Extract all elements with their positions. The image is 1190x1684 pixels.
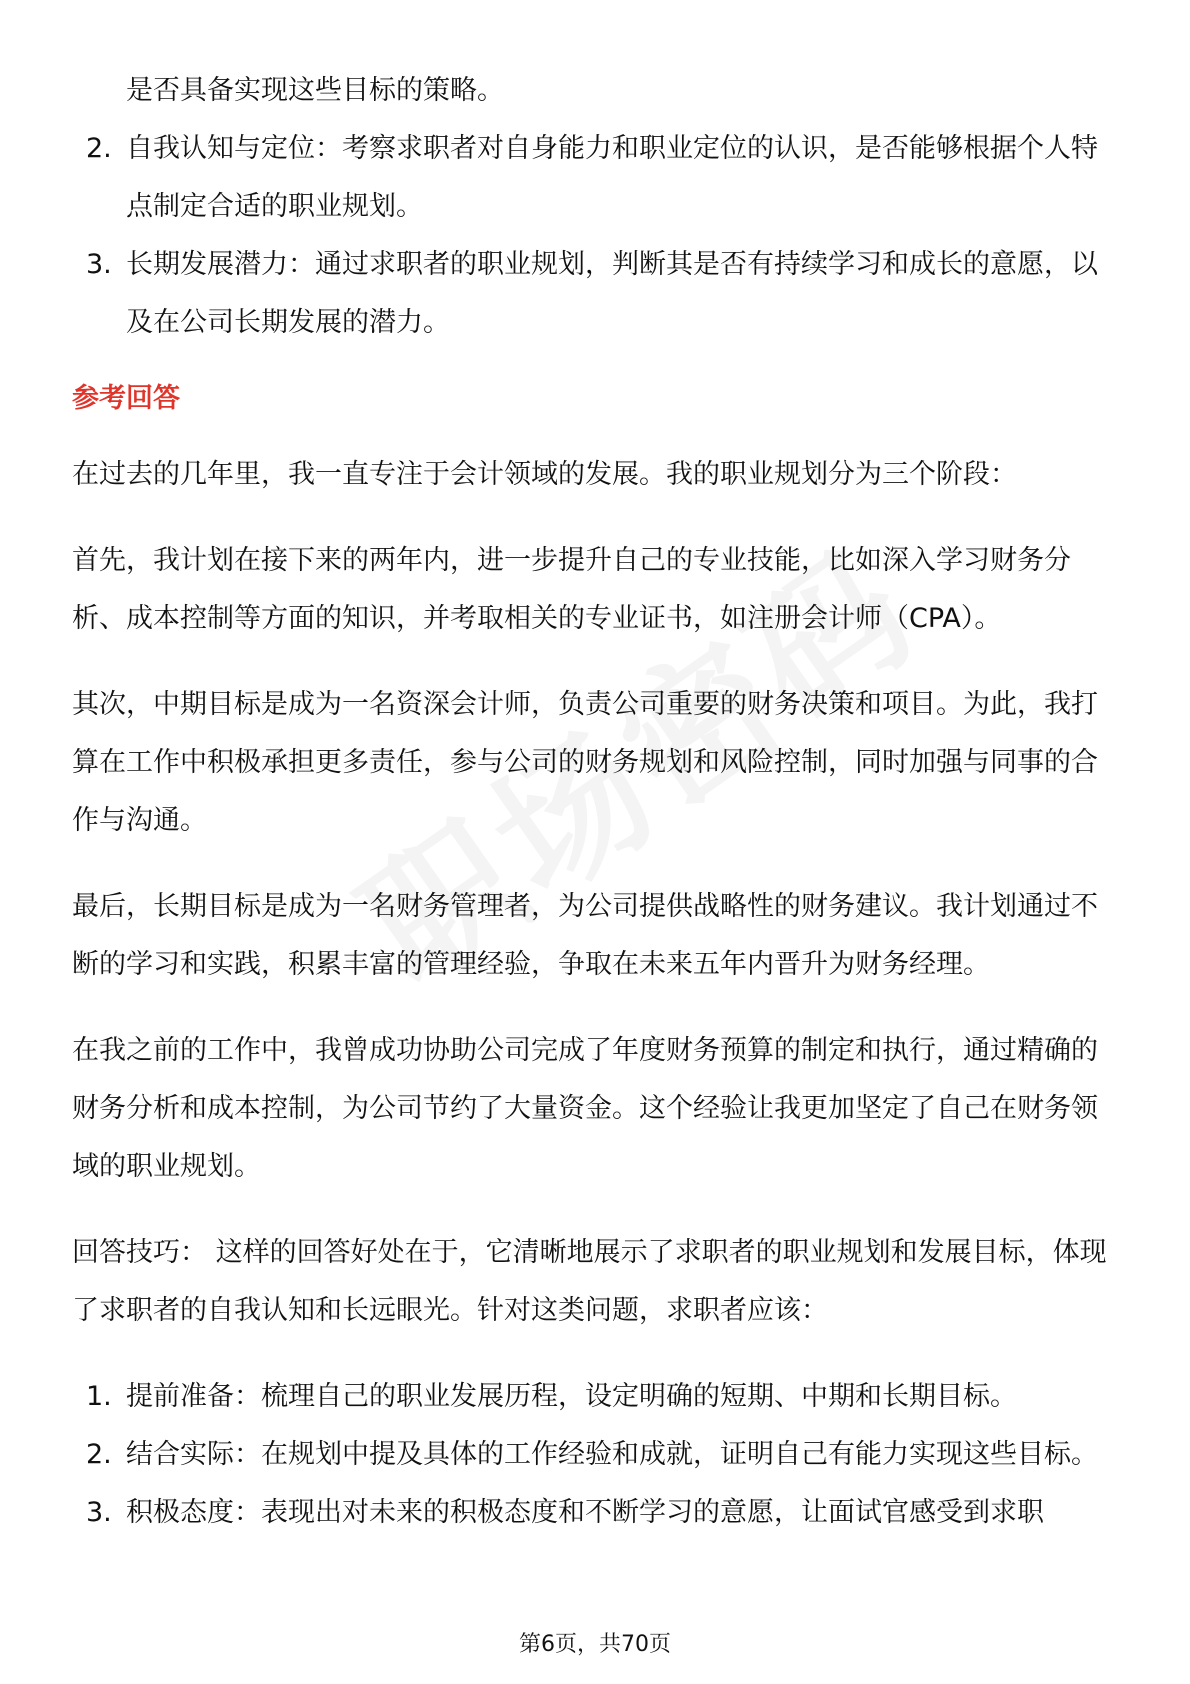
answer-paragraph: 其次，中期目标是成为一名资深会计师，负责公司重要的财务决策和项目。为此，我打算在工作中积极承担更多责任，参与公司的财务规划和风险控制，同时加强与同事的合作与沟通。 [72, 689, 1098, 836]
answer-paragraph: 首先，我计划在接下来的两年内，进一步提升自己的专业技能，比如深入学习财务分析、成本控制等方面的知识，并考取相关的专业证书，如注册会计师（CPA）。 [72, 545, 1071, 634]
list-item-number: 1. [86, 1381, 112, 1412]
tips-intro-paragraph: 回答技巧： 这样的回答好处在于，它清晰地展示了求职者的职业规划和发展目标，体现了求职者的自我认知和长远眼光。针对这类问题，求职者应该： [72, 1237, 1107, 1326]
section-heading: 参考回答 [72, 383, 180, 414]
list-item [72, 1484, 1122, 1542]
list-item [72, 120, 1122, 236]
answer-paragraph: 最后，长期目标是成为一名财务管理者，为公司提供战略性的财务建议。我计划通过不断的学习和实践，积累丰富的管理经验，争取在未来五年内晋升为财务经理。 [72, 891, 1098, 980]
page-content [72, 62, 1122, 1542]
answer-paragraph: 在过去的几年里，我一直专注于会计领域的发展。我的职业规划分为三个阶段： [72, 459, 1017, 490]
list-item-text: 积极态度：表现出对未来的积极态度和不断学习的意愿，让面试官感受到求职 [126, 1497, 1044, 1528]
list-item-number: 2. [86, 1439, 112, 1470]
criteria-list [72, 120, 1122, 352]
answer-paragraph: 在我之前的工作中，我曾成功协助公司完成了年度财务预算的制定和执行，通过精确的财务分析和成本控制，为公司节约了大量资金。这个经验让我更加坚定了自己在财务领域的职业规划。 [72, 1035, 1098, 1182]
list-item-number: 3. [86, 249, 112, 280]
list-item [72, 1426, 1122, 1484]
list-continuation-text: 是否具备实现这些目标的策略。 [126, 75, 504, 106]
list-item [72, 1368, 1122, 1426]
list-item-number: 2. [86, 133, 112, 164]
list-item-text: 自我认知与定位：考察求职者对自身能力和职业定位的认识，是否能够根据个人特点制定合适的职业规划。 [126, 133, 1098, 222]
tips-list [72, 1368, 1122, 1542]
list-item-text: 长期发展潜力：通过求职者的职业规划，判断其是否有持续学习和成长的意愿，以及在公司长期发展的潜力。 [126, 249, 1098, 338]
page-number-footer: 第6页，共70页 [519, 1632, 671, 1657]
list-item-number: 3. [86, 1497, 112, 1528]
list-item [72, 236, 1122, 352]
list-item-text: 提前准备：梳理自己的职业发展历程，设定明确的短期、中期和长期目标。 [126, 1381, 1017, 1412]
list-item-text: 结合实际：在规划中提及具体的工作经验和成就，证明自己有能力实现这些目标。 [126, 1439, 1098, 1470]
